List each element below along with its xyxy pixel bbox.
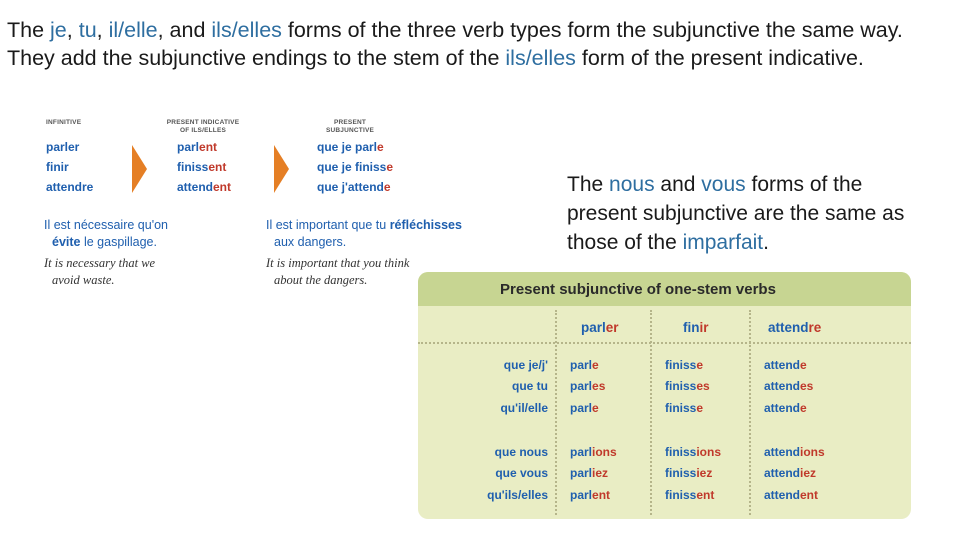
table-cell <box>665 358 703 372</box>
cell-ending: iez <box>800 466 817 480</box>
subjunctive-ending: e <box>377 140 384 154</box>
side-text-3: forms of the present subjunctive are the same as those of the <box>567 173 905 254</box>
intro-and: , and <box>157 18 212 42</box>
cell-stem: finiss <box>665 466 697 480</box>
side-period: . <box>763 231 769 254</box>
infinitive-attendre: attendre <box>46 180 94 194</box>
indicative-stem: parl <box>177 140 200 154</box>
cell-stem: parl <box>570 401 593 415</box>
arrow-right-icon <box>274 145 289 193</box>
cell-ending: e <box>592 358 599 372</box>
example-1-en-line2: avoid waste. <box>52 273 115 287</box>
column-header-ending: ir <box>699 320 709 335</box>
table-cell <box>764 401 807 415</box>
cell-ending: ent <box>696 488 715 502</box>
subjunctive-attende <box>317 177 393 197</box>
intro-paragraph <box>7 16 937 72</box>
cell-ending: es <box>800 379 814 393</box>
side-text-1: The <box>567 173 610 196</box>
indicative-attendent <box>177 177 231 197</box>
side-nous: nous <box>609 173 655 196</box>
table-cell <box>665 445 721 459</box>
intro-comma-2: , <box>96 18 109 42</box>
cell-stem: attend <box>764 358 800 372</box>
cell-stem: parl <box>570 379 593 393</box>
cell-ending: e <box>696 401 704 415</box>
example-1-en-line1: It is necessary that we <box>44 256 156 270</box>
cell-stem: attend <box>764 488 800 502</box>
table-cell <box>764 358 807 372</box>
table-cell <box>665 379 710 393</box>
pronoun-que-tu: que tu <box>512 379 548 393</box>
header-infinitive: INFINITIVE <box>46 119 82 126</box>
header-present-subjunctive <box>310 119 390 134</box>
side-paragraph <box>567 170 927 257</box>
subjunctive-parle <box>317 137 393 157</box>
cell-ending: ions <box>800 445 825 459</box>
table-cell <box>665 488 714 502</box>
column-header-stem: parl <box>581 320 606 335</box>
cell-ending: e <box>800 401 807 415</box>
subjunctive-stem: que je finiss <box>317 160 387 174</box>
cell-stem: finiss <box>665 379 697 393</box>
cell-ending: ent <box>800 488 818 502</box>
example-1-fr-verb: évite <box>52 235 81 249</box>
intro-ils-elles: ils/elles <box>211 18 282 42</box>
intro-text-3: form of the present indicative. <box>575 46 864 70</box>
infinitive-list <box>46 137 93 197</box>
table-cell <box>764 466 816 480</box>
table-cell <box>764 379 813 393</box>
cell-ending: iez <box>592 466 609 480</box>
table-cell <box>570 488 610 502</box>
indicative-ending: ent <box>199 140 218 154</box>
indicative-ending: ent <box>208 160 227 174</box>
cell-ending: e <box>592 401 599 415</box>
example-2-en-line2: about the dangers. <box>274 273 368 287</box>
cell-ending: ions <box>592 445 617 459</box>
example-1-fr-line1: Il est nécessaire qu'on <box>44 218 168 232</box>
example-2-french <box>266 217 481 251</box>
indicative-stem: attend <box>177 180 213 194</box>
subjunctive-ending: e <box>383 180 391 194</box>
table-cell <box>570 401 599 415</box>
pronoun-que-je: que je/j' <box>503 358 548 372</box>
example-2-en-line1: It is important that you think <box>266 256 410 270</box>
subjunctive-stem: que je parl <box>317 140 378 154</box>
header-present-indicative-line2: OF ILS/ELLES <box>179 126 227 134</box>
table-cell <box>665 401 703 415</box>
example-1-fr-line2: le gaspillage. <box>80 235 157 249</box>
side-vous: vous <box>701 173 746 196</box>
example-2-fr-line1: Il est important que tu <box>266 218 390 232</box>
table-cell <box>570 358 599 372</box>
indicative-stem: finiss <box>177 160 209 174</box>
subjunctive-stem: que j'attend <box>317 180 384 194</box>
example-1-french <box>44 217 244 251</box>
arrow-right-icon <box>132 145 147 193</box>
intro-il-elle: il/elle <box>108 18 158 42</box>
cell-stem: attend <box>764 379 800 393</box>
side-text-2: and <box>654 173 702 196</box>
column-header-stem: fin <box>683 320 700 335</box>
infinitive-finir: finir <box>46 160 69 174</box>
table-cell <box>764 488 818 502</box>
indicative-finissent <box>177 157 231 177</box>
cell-stem: finiss <box>665 445 697 459</box>
pronoun-que-nous: que nous <box>494 445 548 459</box>
header-present-subjunctive-line1: PRESENT <box>333 119 367 126</box>
cell-stem: attend <box>764 466 800 480</box>
subjunctive-table <box>418 272 911 519</box>
column-divider <box>650 310 652 515</box>
intro-comma-1: , <box>66 18 79 42</box>
example-2-fr-line2: aux dangers. <box>274 235 347 249</box>
cell-stem: parl <box>570 488 593 502</box>
cell-ending: e <box>696 358 704 372</box>
subjunctive-list <box>317 137 393 197</box>
example-2-fr-verb: réfléchisses <box>389 218 462 232</box>
subjunctive-finisse <box>317 157 393 177</box>
cell-ending: es <box>696 379 710 393</box>
cell-stem: finiss <box>665 401 697 415</box>
infinitive-parler: parler <box>46 140 80 154</box>
cell-stem: attend <box>764 401 800 415</box>
table-title: Present subjunctive of one-stem verbs <box>500 281 776 298</box>
cell-stem: parl <box>570 358 593 372</box>
indicative-list <box>177 137 231 197</box>
table-header-row <box>418 310 911 344</box>
table-title-bar <box>418 272 911 306</box>
table-cell <box>665 466 712 480</box>
cell-ending: ent <box>592 488 611 502</box>
indicative-parlent <box>177 137 231 157</box>
table-cell <box>764 445 825 459</box>
cell-stem: parl <box>570 466 593 480</box>
cell-ending: es <box>592 379 606 393</box>
cell-ending: ions <box>696 445 722 459</box>
table-cell <box>570 445 617 459</box>
cell-ending: e <box>800 358 807 372</box>
column-header-finir <box>683 320 709 335</box>
example-1-english <box>44 255 244 289</box>
cell-stem: finiss <box>665 358 697 372</box>
intro-text-1: The <box>7 18 51 42</box>
column-divider <box>555 310 557 515</box>
intro-text-2: forms of the three verb types form the subjunctive the same way. They add the subjunctive endings to the stem of the <box>7 18 903 70</box>
column-header-attendre <box>768 320 821 335</box>
column-header-parler <box>581 320 619 335</box>
table-cell <box>570 466 608 480</box>
intro-ils-elles-2: ils/elles <box>505 46 576 70</box>
cell-stem: finiss <box>665 488 697 502</box>
cell-stem: parl <box>570 445 593 459</box>
column-header-ending: re <box>808 320 822 335</box>
column-divider <box>749 310 751 515</box>
header-present-subjunctive-line2: SUBJUNCTIVE <box>325 126 375 134</box>
column-header-ending: er <box>605 320 619 335</box>
table-cell <box>570 379 605 393</box>
conjugation-diagram <box>40 115 480 295</box>
header-present-indicative-line1: PRESENT INDICATIVE <box>166 119 240 126</box>
subjunctive-ending: e <box>386 160 394 174</box>
cell-stem: attend <box>764 445 800 459</box>
pronoun-qu-il-elle: qu'il/elle <box>500 401 548 415</box>
pronoun-qu-ils-elles: qu'ils/elles <box>487 488 548 502</box>
cell-ending: iez <box>696 466 713 480</box>
column-header-stem: attend <box>768 320 809 335</box>
side-imparfait: imparfait <box>682 231 764 254</box>
pronoun-que-vous: que vous <box>495 466 548 480</box>
intro-tu: tu <box>78 18 97 42</box>
indicative-ending: ent <box>213 180 231 194</box>
header-present-indicative <box>158 119 248 134</box>
intro-je: je <box>50 18 67 42</box>
